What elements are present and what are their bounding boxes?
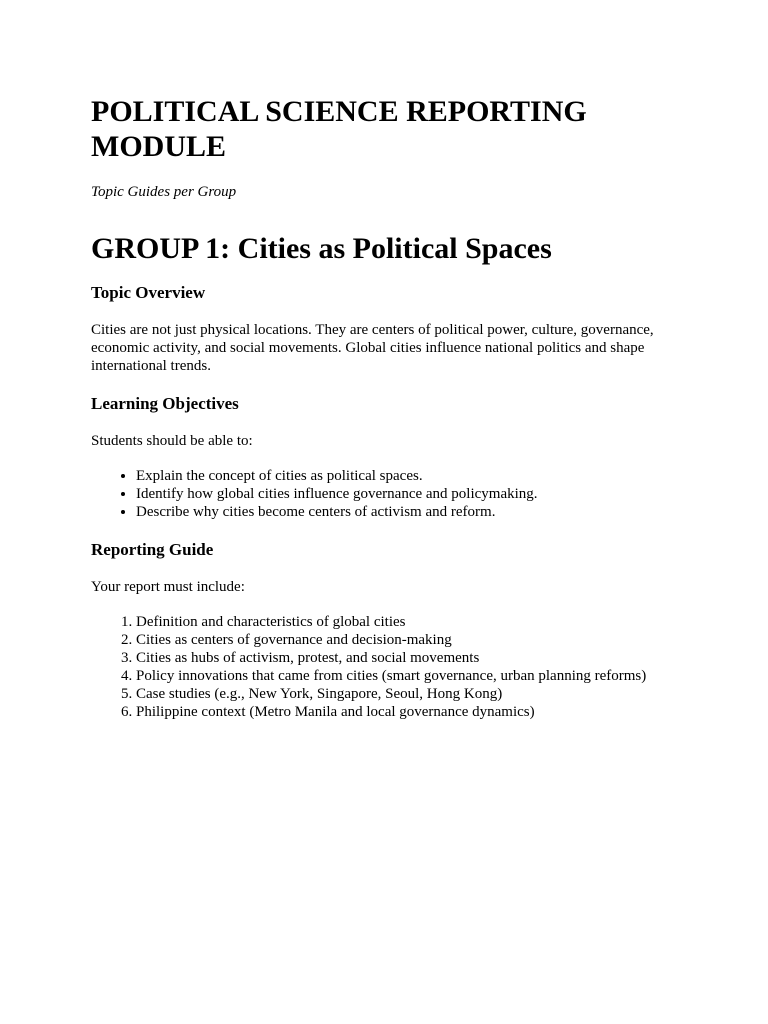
reporting-guide-section [91, 540, 691, 721]
list-item: 4. Policy innovations that came from cities (smart governance, urban planning reforms) [136, 667, 691, 685]
reporting-guide-list [91, 613, 691, 721]
reporting-guide-heading: Reporting Guide [91, 540, 214, 559]
list-item: • Explain the concept of cities as political spaces. [136, 467, 691, 485]
document-subtitle: Topic Guides per Group [91, 184, 237, 200]
group-heading: GROUP 1: Cities as Political Spaces [91, 232, 552, 265]
list-item: • Identify how global cities influence governance and policymaking. [136, 485, 691, 503]
learning-objectives-section [91, 394, 691, 521]
topic-overview-section [91, 283, 691, 375]
reporting-guide-intro: Your report must include: [91, 579, 245, 595]
list-item: 2. Cities as centers of governance and decision-making [136, 631, 691, 649]
learning-objectives-heading: Learning Objectives [91, 394, 239, 413]
list-item: • Describe why cities become centers of activism and reform. [136, 503, 691, 521]
list-item: 6. Philippine context (Metro Manila and local governance dynamics) [136, 703, 691, 721]
topic-overview-text: Cities are not just physical locations. They are centers of political power, culture, governance, economic activity, and social movements. Global cities influence national politics and shape international trends. [91, 322, 654, 374]
document-page [91, 94, 691, 721]
list-item: 3. Cities as hubs of activism, protest, and social movements [136, 649, 691, 667]
list-item: 1. Definition and characteristics of global cities [136, 613, 691, 631]
list-item: 5. Case studies (e.g., New York, Singapore, Seoul, Hong Kong) [136, 685, 691, 703]
topic-overview-heading: Topic Overview [91, 283, 206, 302]
document-title: POLITICAL SCIENCE REPORTING MODULE [91, 95, 587, 163]
learning-objectives-intro: Students should be able to: [91, 433, 253, 449]
learning-objectives-list [91, 467, 691, 521]
